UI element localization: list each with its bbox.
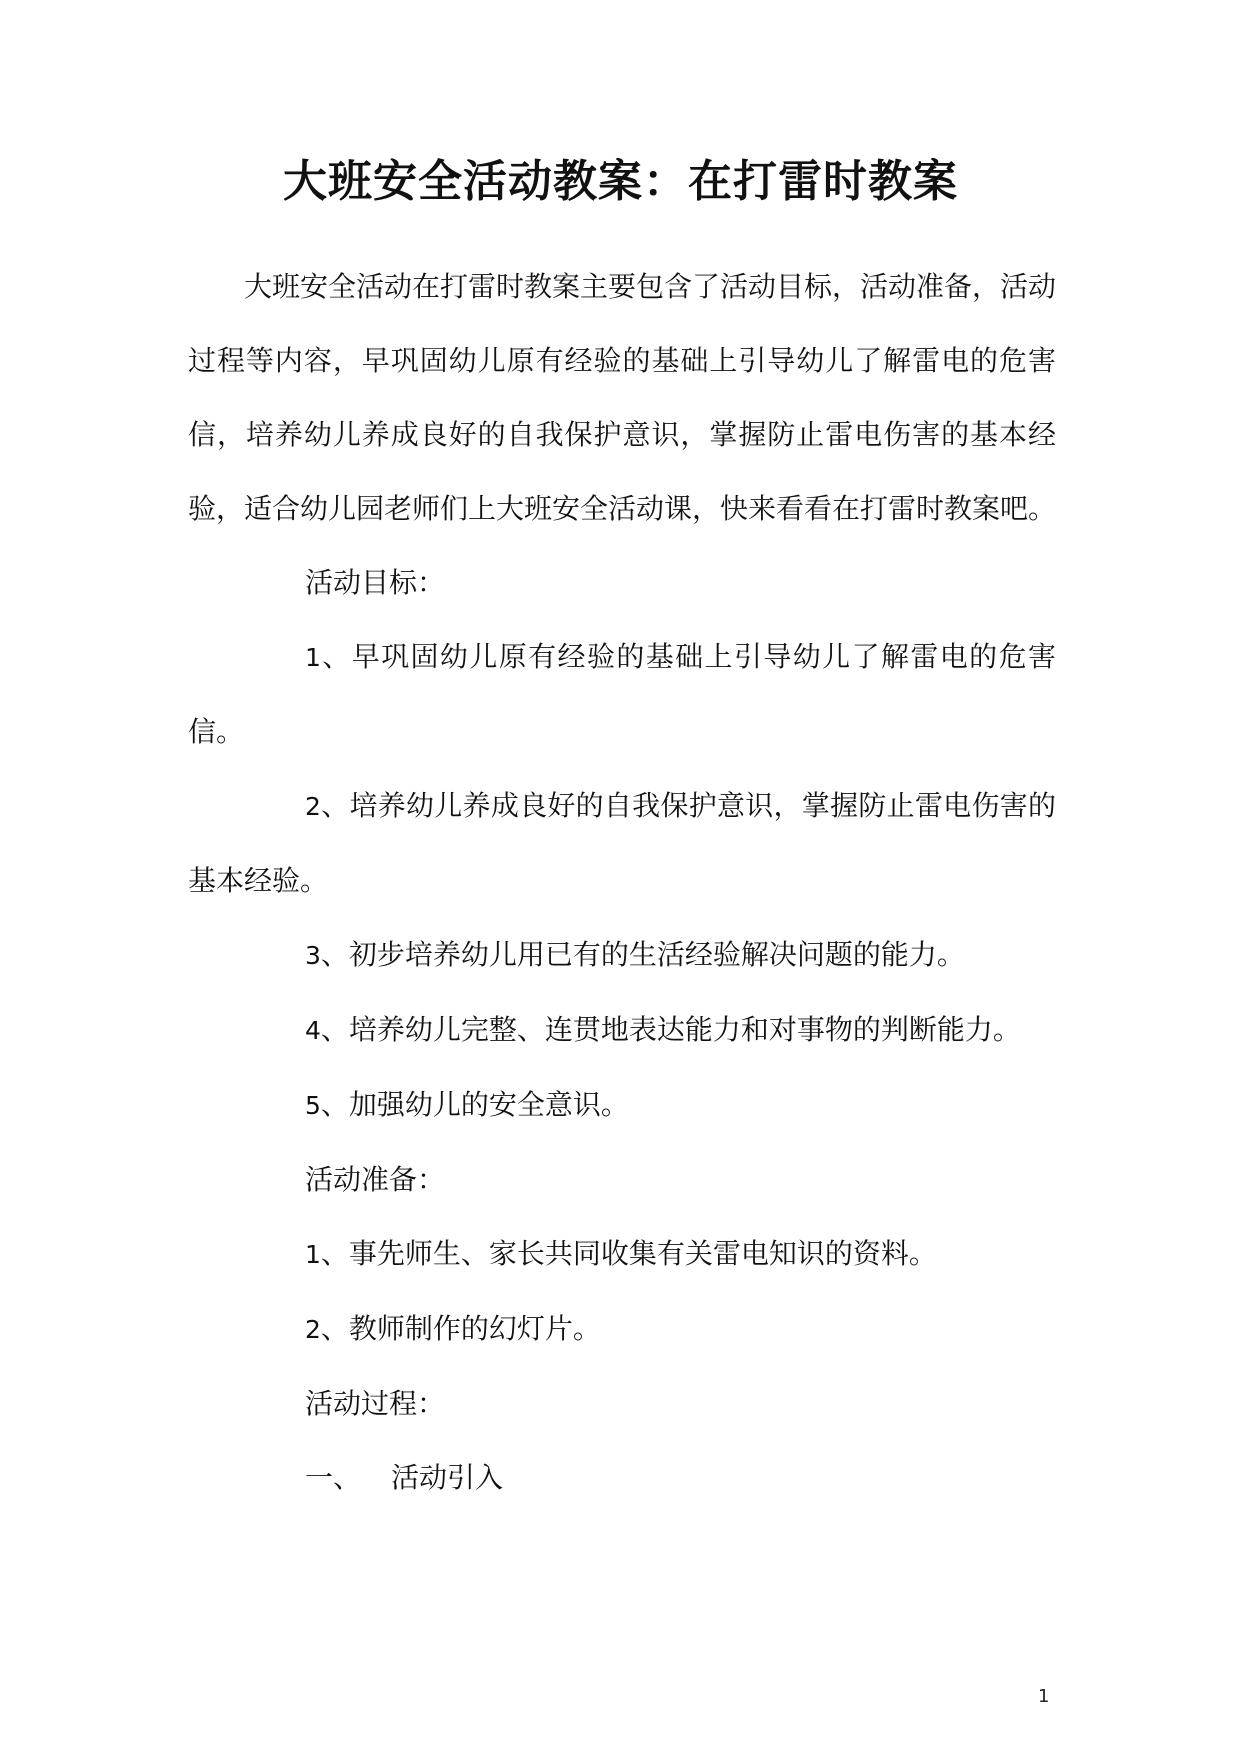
- goal-item-number: 2: [305, 792, 321, 821]
- document-body: [188, 250, 1056, 1515]
- goal-item-text: 、培养幼儿养成良好的自我保护意识，掌握防止雷电伤害的基本经验。: [188, 789, 1056, 897]
- prep-item-1: [188, 1217, 1056, 1292]
- prep-item-text: 、教师制作的幻灯片。: [320, 1312, 601, 1345]
- page-number: 1: [1038, 1686, 1050, 1707]
- goal-item-number: 4: [305, 1016, 321, 1045]
- section-title: 活动引入: [391, 1461, 504, 1494]
- prep-item-number: 1: [305, 1240, 321, 1269]
- intro-paragraph: 大班安全活动在打雷时教案主要包含了活动目标，活动准备，活动过程等内容，早巩固幼儿原有经验的基础上引导幼儿了解雷电的危害信，培养幼儿养成良好的自我保护意识，掌握防止雷电伤害的基本经验，适合幼儿园老师们上大班安全活动课，快来看看在打雷时教案吧。: [188, 270, 1057, 525]
- goal-item-2: [188, 769, 1056, 918]
- goal-item-text: 、初步培养幼儿用已有的生活经验解决问题的能力。: [320, 938, 965, 971]
- goal-item-text: 、培养幼儿完整、连贯地表达能力和对事物的判断能力。: [320, 1013, 1021, 1046]
- goal-item-number: 1: [305, 643, 321, 672]
- process-section-1: [188, 1441, 1056, 1515]
- prep-item-2: [188, 1292, 1056, 1367]
- goal-item-3: [188, 918, 1056, 993]
- section-number: 一、: [305, 1461, 362, 1494]
- prep-heading: 活动准备：: [305, 1163, 446, 1196]
- goal-item-number: 5: [305, 1091, 321, 1120]
- goal-item-number: 3: [305, 941, 321, 970]
- process-heading: 活动过程：: [305, 1387, 446, 1420]
- goal-item-5: [188, 1068, 1056, 1143]
- goals-heading: 活动目标：: [305, 566, 446, 599]
- goal-item-text: 、加强幼儿的安全意识。: [320, 1088, 629, 1121]
- prep-item-text: 、事先师生、家长共同收集有关雷电知识的资料。: [320, 1237, 937, 1270]
- document-title: 大班安全活动教案：在打雷时教案: [283, 156, 958, 207]
- prep-item-number: 2: [305, 1315, 321, 1344]
- goal-item-text: 、早巩固幼儿原有经验的基础上引导幼儿了解雷电的危害信。: [188, 640, 1056, 748]
- goal-item-4: [188, 993, 1056, 1068]
- goal-item-1: [188, 620, 1056, 769]
